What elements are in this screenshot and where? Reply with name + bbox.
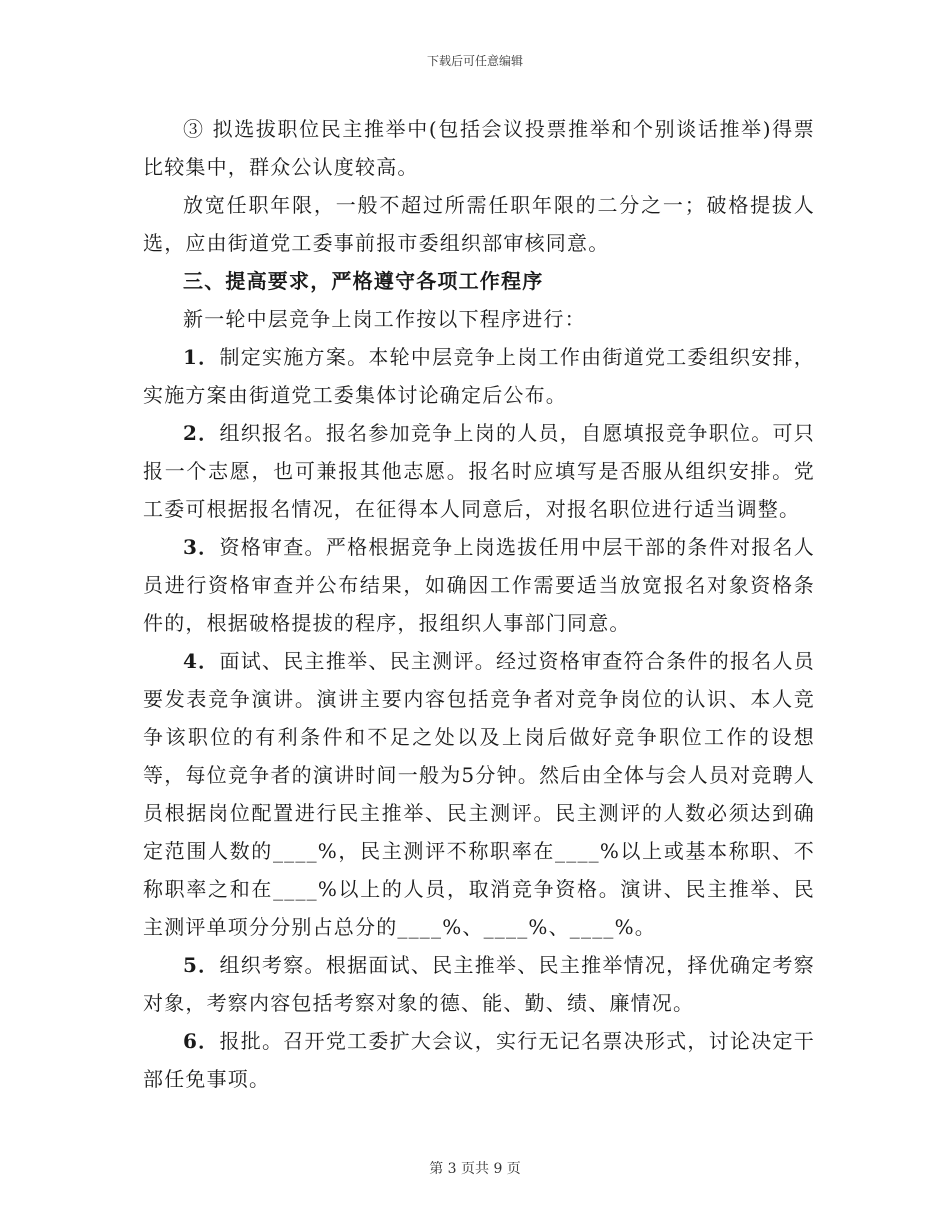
item-text: 组织报名。报名参加竞争上岗的人员，自愿填报竞争职位。可只报一个志愿，也可兼报其他志愿。报名时应填写是否服从组织安排。党工委可根据报名情况，在征得本人同意后，对报名职位进行适当调整。 bbox=[143, 421, 815, 521]
page-header: 下载后可任意编辑 bbox=[426, 54, 523, 68]
numbered-item bbox=[143, 338, 815, 414]
item-text: 资格审查。严格根据竞争上岗选拔任用中层干部的条件对报名人员进行资格审查并公布结果，如确因工作需要适当放宽报名对象资格条件的，根据破格提拔的程序，报组织人事部门同意。 bbox=[143, 535, 815, 635]
item-number: 6． bbox=[183, 1029, 220, 1053]
item-text: 制定实施方案。本轮中层竞争上岗工作由街道党工委组织安排，实施方案由街道党工委集体讨论确定后公布。 bbox=[143, 345, 815, 407]
numbered-item bbox=[143, 1022, 815, 1098]
document-body bbox=[143, 110, 815, 1098]
item-text: 报批。召开党工委扩大会议，实行无记名票决形式，讨论决定干部任免事项。 bbox=[143, 1029, 815, 1091]
page-footer: 第 3 页共 9 页 bbox=[429, 1161, 521, 1177]
item-number: 2． bbox=[183, 421, 220, 445]
paragraph: 放宽任职年限，一般不超过所需任职年限的二分之一；破格提拔人选，应由街道党工委事前报市委组织部审核同意。 bbox=[143, 193, 815, 255]
item-number: 5． bbox=[183, 953, 220, 977]
numbered-item bbox=[143, 642, 815, 946]
item-number: 4． bbox=[183, 649, 220, 673]
paragraph: 新一轮中层竞争上岗工作按以下程序进行： bbox=[183, 307, 586, 331]
item-text: 组织考察。根据面试、民主推举、民主推举情况，择优确定考察对象，考察内容包括考察对象的德、能、勤、绩、廉情况。 bbox=[143, 953, 815, 1015]
paragraph: ③ 拟选拔职位民主推举中(包括会议投票推举和个别谈话推举)得票比较集中，群众公认度较高。 bbox=[143, 117, 815, 179]
numbered-item bbox=[143, 946, 815, 1022]
item-text: 面试、民主推举、民主测评。经过资格审查符合条件的报名人员要发表竞争演讲。演讲主要内容包括竞争者对竞争岗位的认识、本人竞争该职位的有利条件和不足之处以及上岗后做好竞争职位工作的设想等，每位竞争者的演讲时间一般为5分钟。然后由全体与会人员对竞聘人员根据岗位配置进行民主推举、民主测评。民主测评的人数必须达到确定范围人数的____%，民主测评不称职率在____%以上或基本称职、不称职率之和在____%以上的人员，取消竞争资格。演讲、民主推举、民主测评单项分分别占总分的____%、____%、____%。 bbox=[143, 649, 815, 939]
item-number: 3． bbox=[183, 535, 220, 559]
section-heading: 三、提高要求，严格遵守各项工作程序 bbox=[183, 269, 544, 293]
item-number: 1． bbox=[183, 345, 220, 369]
numbered-item bbox=[143, 528, 815, 642]
numbered-item bbox=[143, 414, 815, 528]
